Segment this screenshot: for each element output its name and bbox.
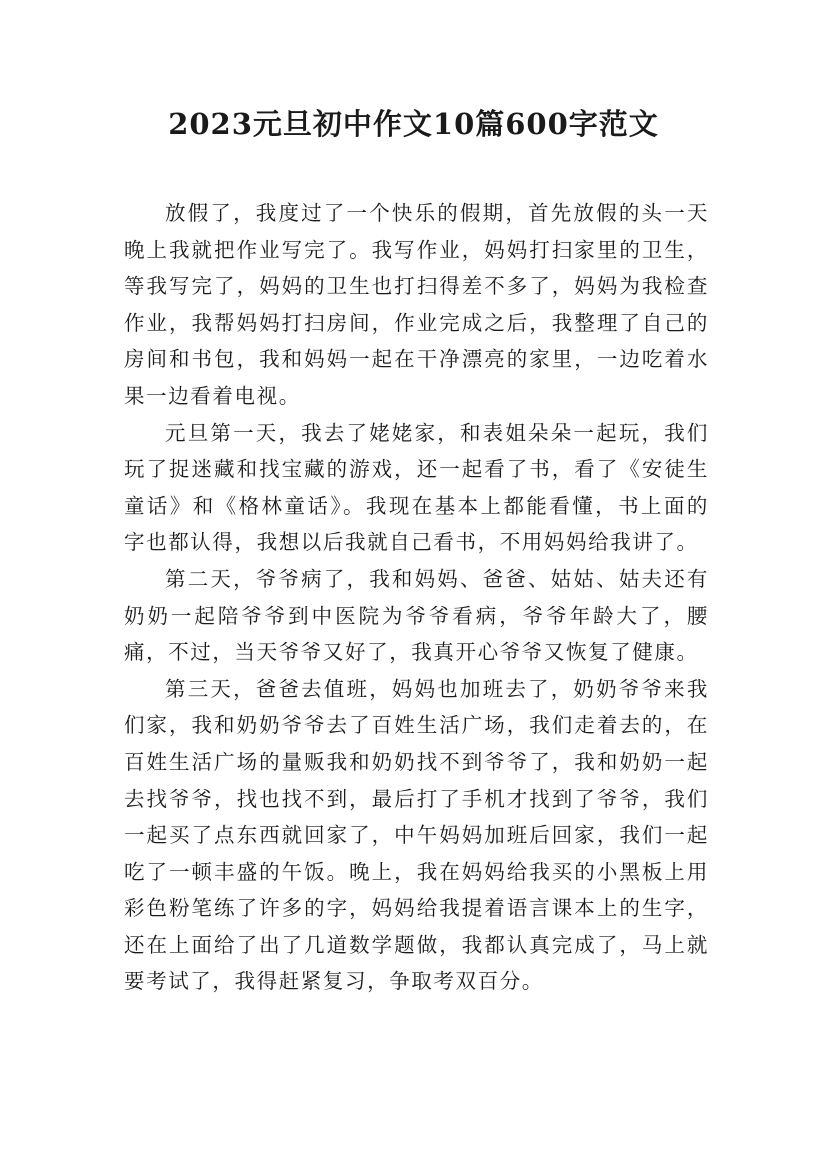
document-title: 2023元旦初中作文10篇600字范文 <box>168 107 659 141</box>
paragraph: 元旦第一天，我去了姥姥家，和表姐朵朵一起玩，我们玩了捉迷藏和找宝藏的游戏，还一起看了书，看了《安徒生童话》和《格林童话》。我现在基本上都能看懂，书上面的字也都认得，我想以后我就自己看书，不用妈妈给我讲了。 <box>124 420 709 555</box>
paragraph: 第二天，爷爷病了，我和妈妈、爸爸、姑姑、姑夫还有奶奶一起陪爷爷到中医院为爷爷看病，爷爷年龄大了，腰痛，不过，当天爷爷又好了，我真开心爷爷又恢复了健康。 <box>124 566 709 665</box>
paragraph: 第三天，爸爸去值班，妈妈也加班去了，奶奶爷爷来我们家，我和奶奶爷爷去了百姓生活广场，我们走着去的，在百姓生活广场的量贩我和奶奶找不到爷爷了，我和奶奶一起去找爷爷，找也找不到，最后打了手机才找到了爷爷，我们一起买了点东西就回家了，中午妈妈加班后回家，我们一起吃了一顿丰盛的午饭。晚上，我在妈妈给我买的小黑板上用彩色粉笔练了许多的字，妈妈给我提着语言课本上的生字，还在上面给了出了几道数学题做，我都认真完成了，马上就要考试了，我得赶紧复习，争取考双百分。 <box>124 676 709 994</box>
document-body <box>124 195 709 1000</box>
paragraph: 放假了，我度过了一个快乐的假期，首先放假的头一天晚上我就把作业写完了。我写作业，妈妈打扫家里的卫生，等我写完了，妈妈的卫生也打扫得差不多了，妈妈为我检查作业，我帮妈妈打扫房间，作业完成之后，我整理了自己的房间和书包，我和妈妈一起在干净漂亮的家里，一边吃着水果一边看着电视。 <box>124 201 709 408</box>
